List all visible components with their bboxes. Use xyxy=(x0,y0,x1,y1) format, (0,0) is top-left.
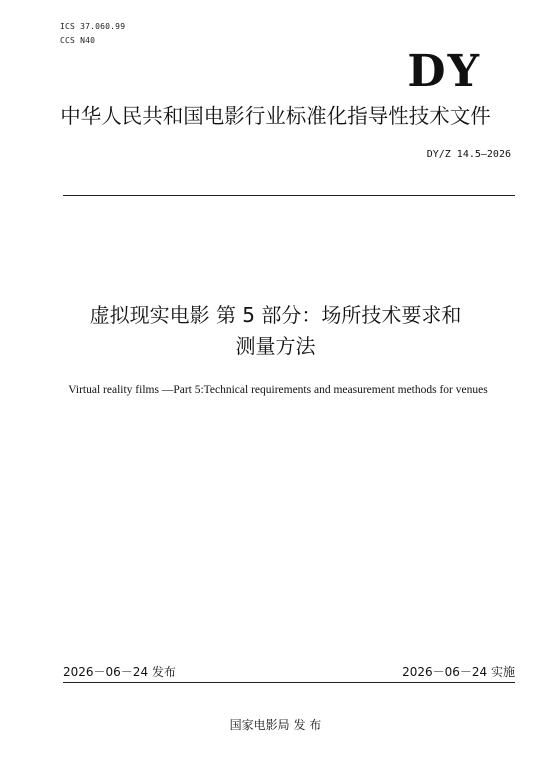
dy-logo: DY xyxy=(407,46,481,97)
ccs-code: CCS N40 xyxy=(60,36,96,45)
english-title: Virtual reality films —Part 5:Technical requirements and measurement methods for venues xyxy=(68,384,488,396)
publish-date: 2026－06－24 发布 xyxy=(63,665,176,679)
top-divider xyxy=(63,195,515,196)
bottom-divider xyxy=(63,682,515,683)
chinese-title-line-1: 虚拟现实电影 第 5 部分：场所技术要求和 xyxy=(89,303,462,327)
chinese-title-line-2: 测量方法 xyxy=(235,334,316,358)
ics-code: ICS 37.060.99 xyxy=(60,22,126,31)
document-category: 中华人民共和国电影行业标准化指导性技术文件 xyxy=(60,104,491,128)
chinese-title xyxy=(0,300,551,362)
standard-number: DY/Z 14.5—2026 xyxy=(426,149,511,160)
implement-date: 2026－06－24 实施 xyxy=(402,665,515,679)
issuer: 国家电影局 发 布 xyxy=(229,718,322,732)
